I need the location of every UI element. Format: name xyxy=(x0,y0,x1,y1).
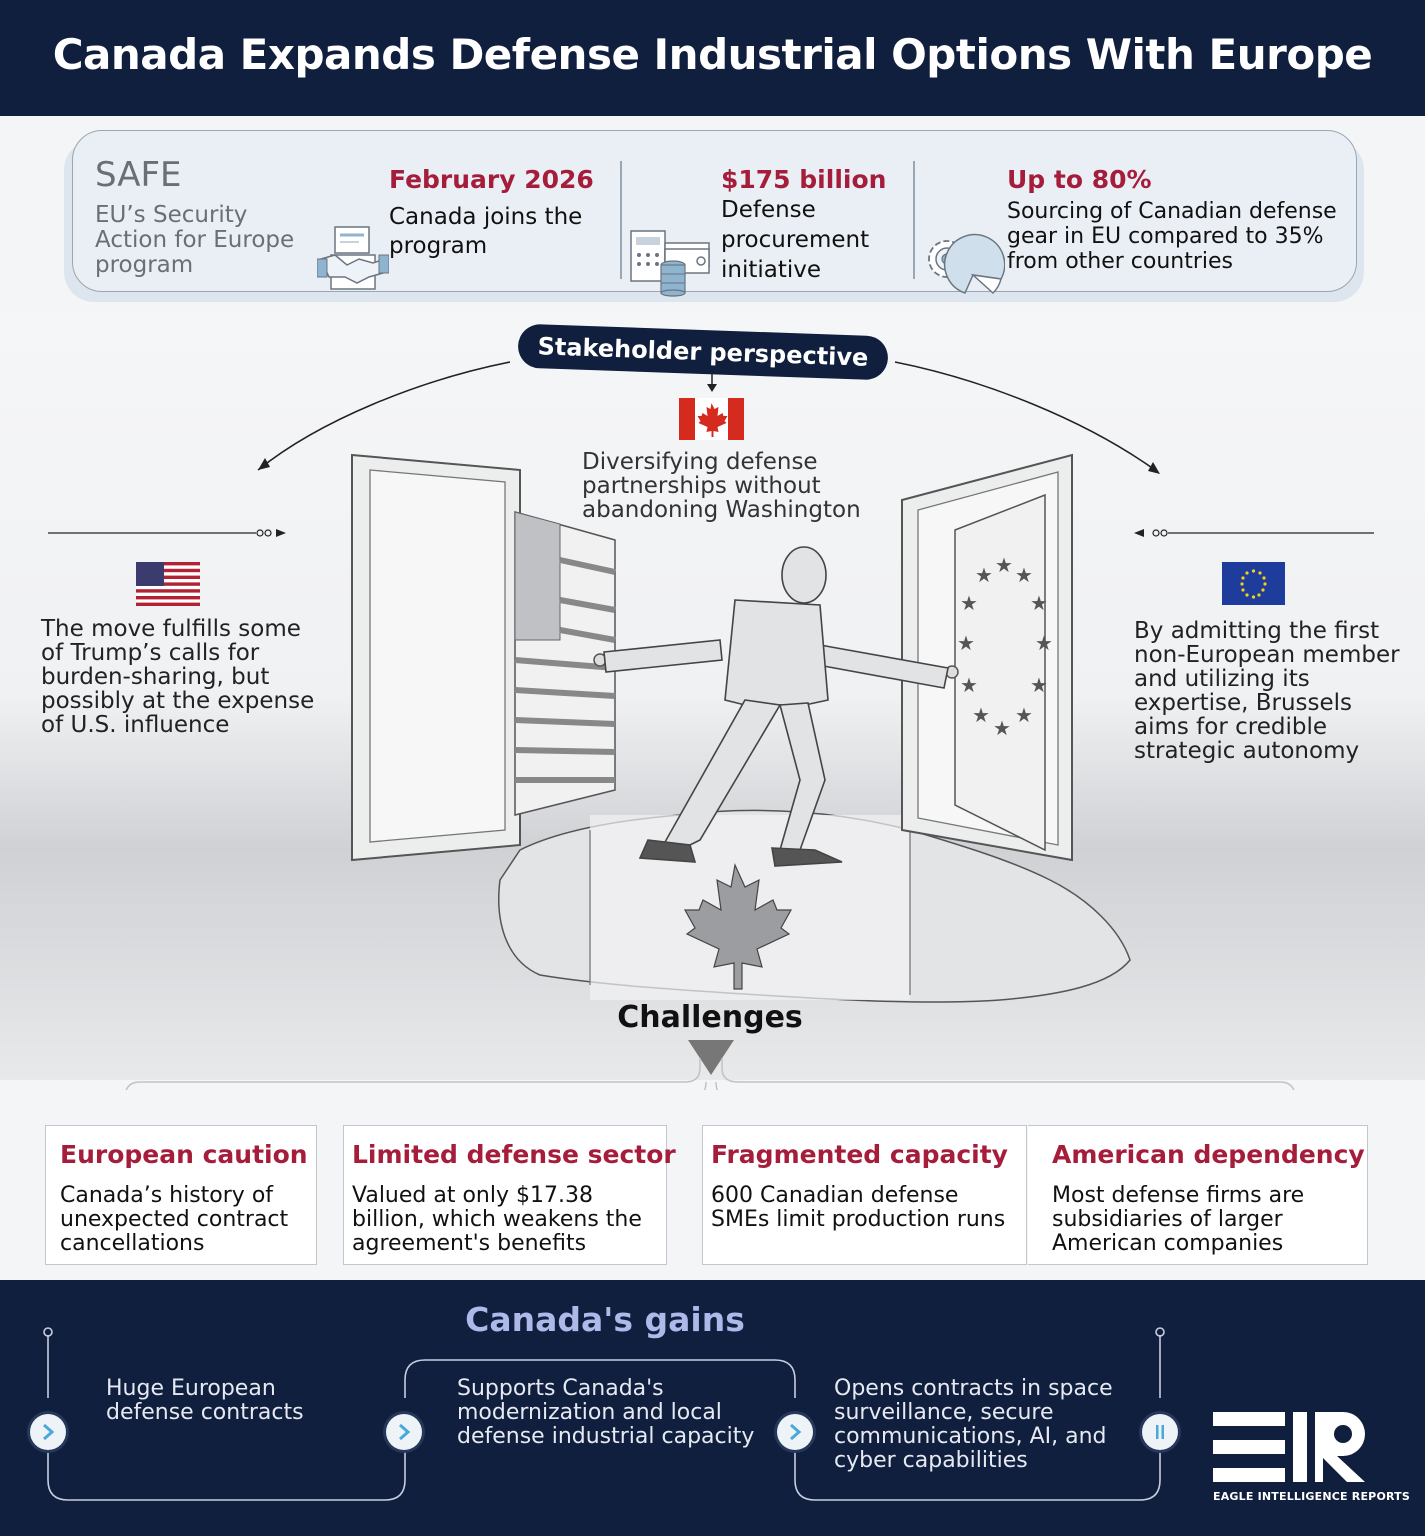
challenge-card-limited-sector xyxy=(343,1125,676,1265)
challenge-text: 600 Canadian defense SMEs limit production runs xyxy=(711,1183,1006,1232)
svg-text:★: ★ xyxy=(1015,563,1033,587)
eu-door-illustration xyxy=(902,455,1072,860)
logo-wordmark: EAGLE INTELLIGENCE REPORTS xyxy=(1213,1490,1411,1503)
svg-text:★: ★ xyxy=(1030,673,1048,697)
svg-text:★: ★ xyxy=(960,591,978,615)
stat-date-text: Canada joins the program xyxy=(389,204,583,259)
gain-item-contracts: Huge European defense contracts xyxy=(106,1376,304,1425)
svg-text:★: ★ xyxy=(975,563,993,587)
us-door-illustration xyxy=(352,455,615,860)
challenge-text: Most defense firms are subsidiaries of larger American companies xyxy=(1052,1183,1305,1256)
page-title: Canada Expands Defense Industrial Options With Europe xyxy=(52,30,1373,79)
svg-text:★: ★ xyxy=(960,673,978,697)
svg-text:★: ★ xyxy=(1015,703,1033,727)
canada-perspective-text: Diversifying defense partnerships without abandoning Washington xyxy=(582,449,861,523)
challenge-card-european-caution xyxy=(45,1125,317,1265)
challenge-card-fragmented-capacity xyxy=(702,1125,1027,1265)
gain-item-space-cyber: Opens contracts in space surveillance, secure communications, AI, and cyber capabilities xyxy=(834,1376,1113,1473)
challenge-text: Valued at only $17.38 billion, which weakens the agreement's benefits xyxy=(352,1183,642,1256)
svg-text:★: ★ xyxy=(957,631,975,655)
us-flag-icon xyxy=(136,562,200,606)
safe-description: EU’s Security Action for Europe program xyxy=(95,202,295,278)
challenge-heading: Limited defense sector xyxy=(352,1140,676,1169)
svg-text:★: ★ xyxy=(1030,591,1048,615)
gains-title: Canada's gains xyxy=(465,1300,745,1339)
chevron-right-icon xyxy=(386,1414,422,1450)
stakeholder-perspective-badge: Stakeholder perspective xyxy=(517,324,888,381)
stat-amount-text: Defense procurement initiative xyxy=(721,197,870,283)
us-perspective-text: The move fulfills some of Trump’s calls for burden-sharing, but possibly at the expense of U.S. influence xyxy=(41,616,315,738)
challenge-card-american-dependency xyxy=(1028,1125,1368,1265)
eir-logo xyxy=(1213,1410,1375,1484)
svg-text:★: ★ xyxy=(1035,631,1053,655)
challenge-heading: Fragmented capacity xyxy=(711,1140,1008,1169)
arrow-to-eu xyxy=(895,362,1155,470)
challenges-pointer xyxy=(688,1040,734,1075)
stat-amount-heading: $175 billion xyxy=(721,165,887,194)
pause-icon xyxy=(1142,1414,1178,1450)
safe-title: SAFE xyxy=(95,155,182,195)
eu-perspective-text: By admitting the first non-European member and utilizing its expertise, Brussels aims for credible strategic autonomy xyxy=(1134,618,1400,764)
challenge-heading: American dependency xyxy=(1052,1140,1365,1169)
chevron-right-icon xyxy=(30,1414,66,1450)
arrow-to-us xyxy=(258,362,510,470)
stat-share-heading: Up to 80% xyxy=(1007,165,1152,194)
canada-flag-icon xyxy=(679,398,744,440)
eu-flag-icon xyxy=(1222,562,1285,605)
svg-text:★: ★ xyxy=(993,716,1011,740)
stat-share-text: Sourcing of Canadian defense gear in EU compared to 35% from other countries xyxy=(1007,199,1337,274)
svg-text:★: ★ xyxy=(972,703,990,727)
gain-item-modernization: Supports Canada's modernization and local defense industrial capacity xyxy=(457,1376,755,1449)
svg-text:★: ★ xyxy=(995,553,1013,577)
challenge-text: Canada’s history of unexpected contract cancellations xyxy=(60,1183,289,1256)
stat-date-heading: February 2026 xyxy=(389,165,594,194)
chevron-right-icon xyxy=(777,1414,813,1450)
challenge-heading: European caution xyxy=(60,1140,308,1169)
challenges-title: Challenges xyxy=(617,1000,803,1035)
